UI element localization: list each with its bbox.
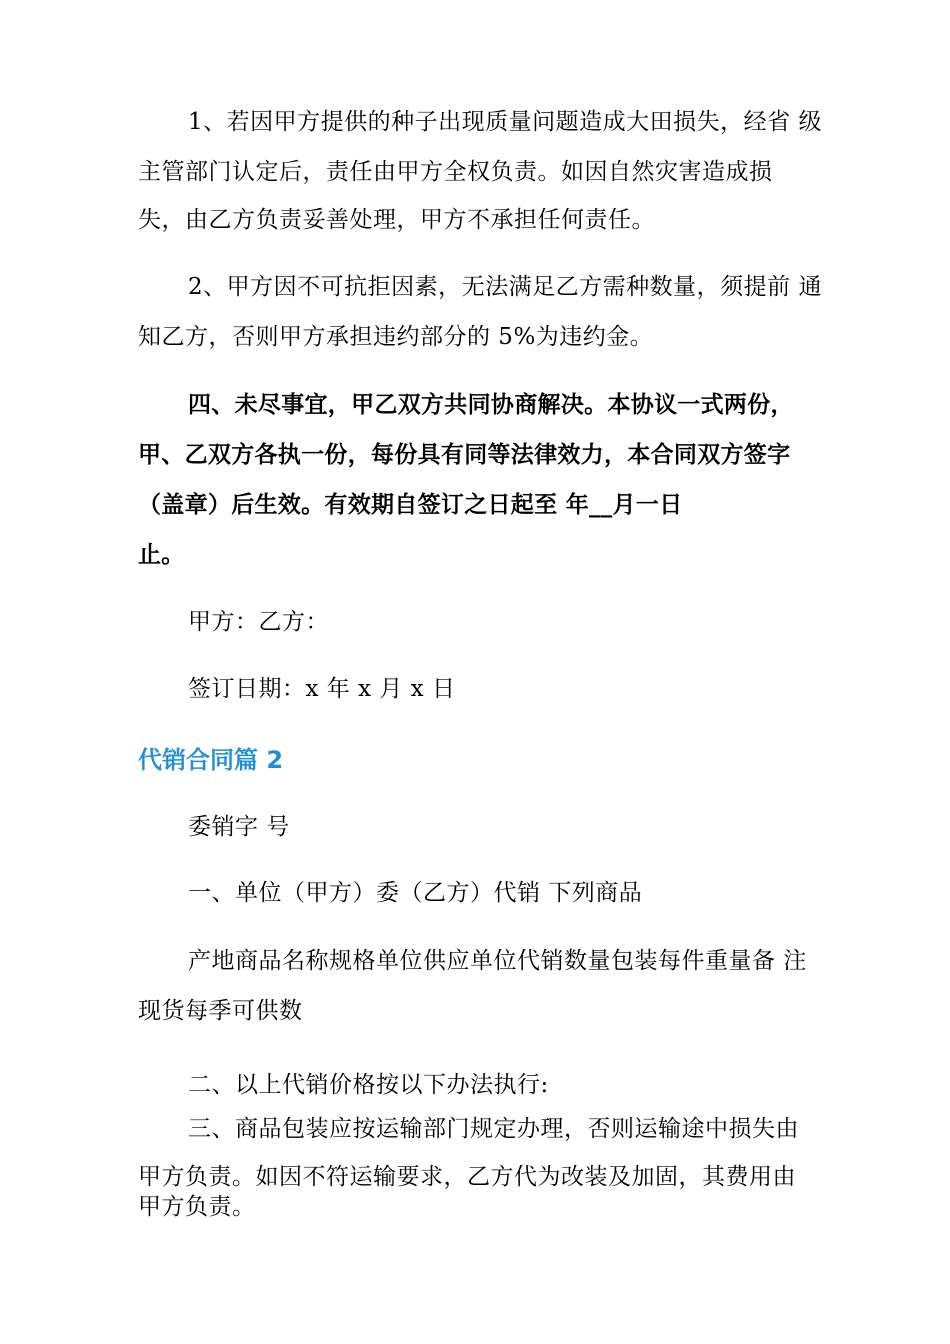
item1-line3: 失，由乙方负责妥善处理，甲方不承担任何责任。 [138,207,655,233]
item4-line2: 甲、乙双方各执一份，每份具有同等法律效力，本合同双方签字 [138,442,791,468]
item4-line1: 四、未尽事宜，甲乙双方共同协商解决。本协议一式两份， [188,392,794,418]
item4-line3: （盖章）后生效。有效期自签订之日起至 年__月一日 [138,492,683,518]
clause2-line: 二、以上代销价格按以下办法执行: [188,1072,549,1098]
item2-line1: 2、甲方因不可抗拒因素，无法满足乙方需种数量，须提前 通 [188,274,822,300]
item1-line1: 1、若因甲方提供的种子出现质量问题造成大田损失，经省 级 [188,109,822,135]
item2-line2: 知乙方，否则甲方承担违约部分的 5%为违约金。 [138,324,654,350]
section-heading: 代销合同篇 2 [138,746,284,774]
sign-date-line: 签订日期：x 年 x 月 x 日 [188,676,456,702]
item4-line4: 止。 [138,542,185,568]
ref-number-line: 委销字 号 [188,814,290,840]
clause3-line3: 甲方负责。 [138,1194,256,1220]
item1-line2: 主管部门认定后，责任由甲方全权负责。如因自然灾害造成损 [138,159,773,185]
parties-line: 甲方：乙方： [188,609,329,635]
table-header-line2: 现货每季可供数 [138,998,303,1024]
clause3-line2: 甲方负责。如因不符运输要求，乙方代为改装及加固，其费用由 [138,1164,796,1190]
clause3-line1: 三、商品包装应按运输部门规定办理，否则运输途中损失由 [188,1116,799,1142]
clause1-line: 一、单位（甲方）委（乙方）代销 下列商品 [188,880,643,906]
table-header-line1: 产地商品名称规格单位供应单位代销数量包装每件重量备 注 [188,948,807,974]
